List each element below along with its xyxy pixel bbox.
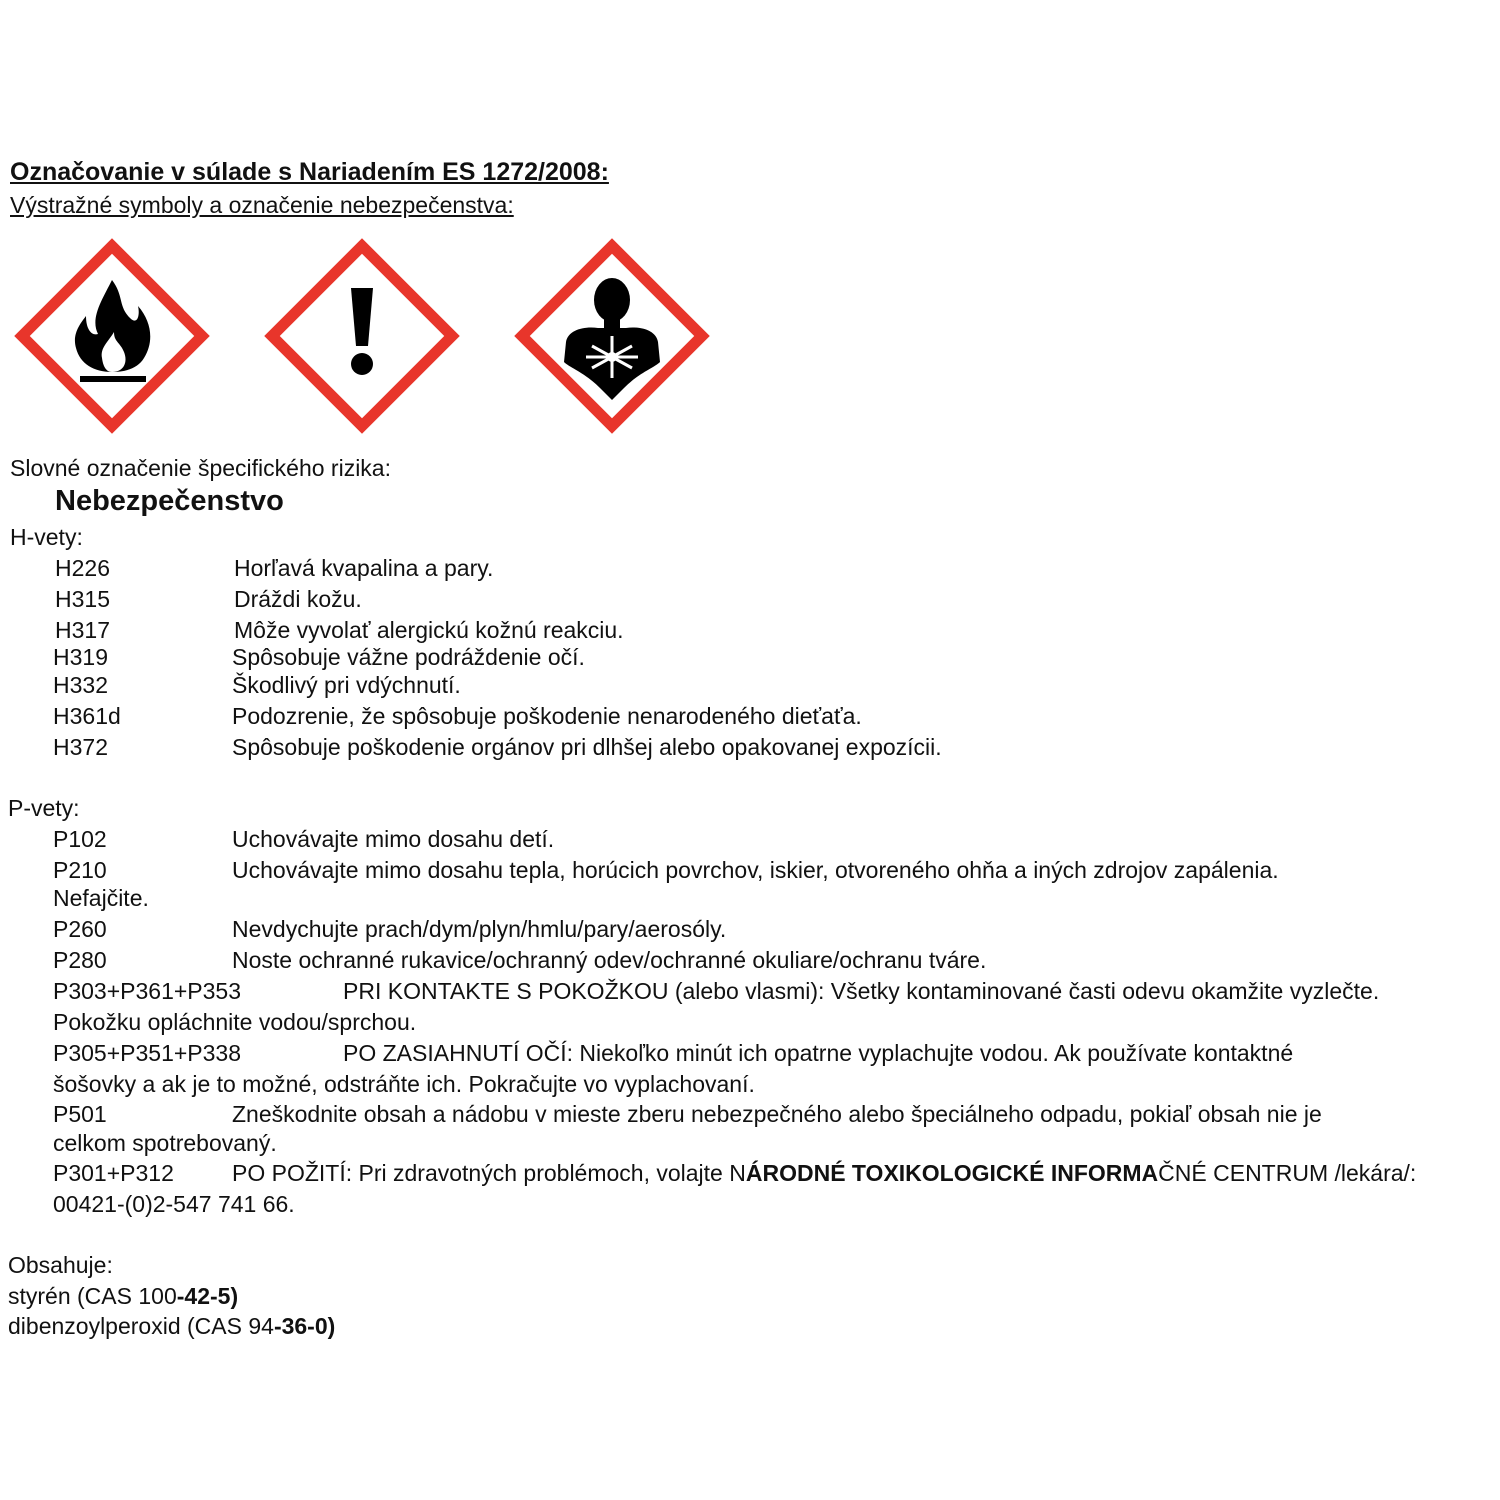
contains-label: Obsahuje:	[8, 1252, 113, 1278]
poison-center-name-bold: ÁRODNÉ TOXIKOLOGICKÉ INFORMA	[745, 1160, 1159, 1186]
health-hazard-icon	[514, 238, 710, 434]
h-statement-code: H372	[53, 734, 108, 760]
p-statement-code: P303+P361+P353	[53, 978, 242, 1004]
h-statement-text: Horľavá kvapalina a pary.	[234, 555, 494, 581]
h-statement-text: Dráždi kožu.	[234, 586, 362, 612]
ingredient-item	[8, 1283, 238, 1310]
p-statement-code: P501	[53, 1101, 107, 1127]
ingredient-cas-suffix: -42-5)	[176, 1283, 239, 1309]
exclamation-mark-icon	[264, 238, 460, 434]
h-statement-code: H319	[53, 644, 108, 670]
section-title: Označovanie v súlade s Nariadením ES 1272/2008:	[10, 158, 609, 186]
h-statement-text: Škodlivý pri vdýchnutí.	[232, 672, 461, 698]
p-statement-continuation: Pokožku opláchnite vodou/sprchou.	[53, 1009, 417, 1035]
p-statement-text: Zneškodnite obsah a nádobu v mieste zberu nebezpečného alebo špeciálneho odpadu, pokiaľ obsah nie je	[232, 1101, 1322, 1127]
h-statement-text: Spôsobuje poškodenie orgánov pri dlhšej alebo opakovanej expozícii.	[232, 734, 942, 760]
p-statements-label: P-vety:	[8, 795, 80, 821]
section-subtitle: Výstražné symboly a označenie nebezpečenstva:	[10, 192, 514, 218]
p-statement-text: Uchovávajte mimo dosahu tepla, horúcich povrchov, iskier, otvoreného ohňa a iných zdrojov zapálenia.	[232, 857, 1279, 883]
p-statement-text: Uchovávajte mimo dosahu detí.	[232, 826, 555, 852]
p-statement-code: P301+P312	[53, 1160, 174, 1186]
h-statement-code: H332	[53, 672, 108, 698]
ingredient-name: styrén (CAS 100	[8, 1283, 177, 1309]
p-statement-code: P260	[53, 916, 107, 942]
signal-word-label: Slovné označenie špecifického rizika:	[10, 455, 391, 481]
p-statement-continuation: Nefajčite.	[53, 885, 149, 911]
p-statement-text: PRI KONTAKTE S POKOŽKOU (alebo vlasmi): Všetky kontaminované časti odevu okamžite vyzlečte.	[343, 978, 1380, 1004]
ingredient-name: dibenzoylperoxid (CAS 94	[8, 1313, 274, 1339]
p-statement-continuation: šošovky a ak je to možné, odstráňte ich. Pokračujte vo vyplachovaní.	[53, 1071, 755, 1097]
p-statement-text: Nevdychujte prach/dym/plyn/hmlu/pary/aerosóly.	[232, 916, 727, 942]
p-statement-text	[232, 1160, 1416, 1187]
flame-icon	[14, 238, 210, 434]
p-statement-text: PO ZASIAHNUTÍ OČÍ: Niekoľko minút ich opatrne vyplachujte vodou. Ak používate kontaktné	[343, 1040, 1294, 1066]
signal-word: Nebezpečenstvo	[55, 485, 284, 517]
ingredient-item	[8, 1313, 335, 1340]
p-statement-code: P280	[53, 947, 107, 973]
h-statement-text: Môže vyvolať alergickú kožnú reakciu.	[234, 617, 624, 643]
h-statements-label: H-vety:	[10, 524, 83, 550]
p-statement-code: P210	[53, 857, 107, 883]
p-statement-text-part: PO POŽITÍ: Pri zdravotných problémoch, volajte N	[232, 1160, 746, 1186]
p-statement-code: P305+P351+P338	[53, 1040, 242, 1066]
h-statement-text: Spôsobuje vážne podráždenie očí.	[232, 644, 585, 670]
ingredient-cas-suffix: -36-0)	[273, 1313, 336, 1339]
p-statement-text-part: ČNÉ CENTRUM /lekára/:	[1158, 1160, 1417, 1186]
h-statement-text: Podozrenie, že spôsobuje poškodenie nenarodeného dieťaťa.	[232, 703, 862, 729]
p-statement-continuation: celkom spotrebovaný.	[53, 1130, 277, 1156]
h-statement-code: H226	[55, 555, 110, 581]
p-statement-text: Noste ochranné rukavice/ochranný odev/ochranné okuliare/ochranu tváre.	[232, 947, 987, 973]
p-statement-code: P102	[53, 826, 107, 852]
poison-center-phone: 00421-(0)2-547 741 66.	[53, 1191, 295, 1217]
h-statement-code: H315	[55, 586, 110, 612]
h-statement-code: H361d	[53, 703, 121, 729]
h-statement-code: H317	[55, 617, 110, 643]
